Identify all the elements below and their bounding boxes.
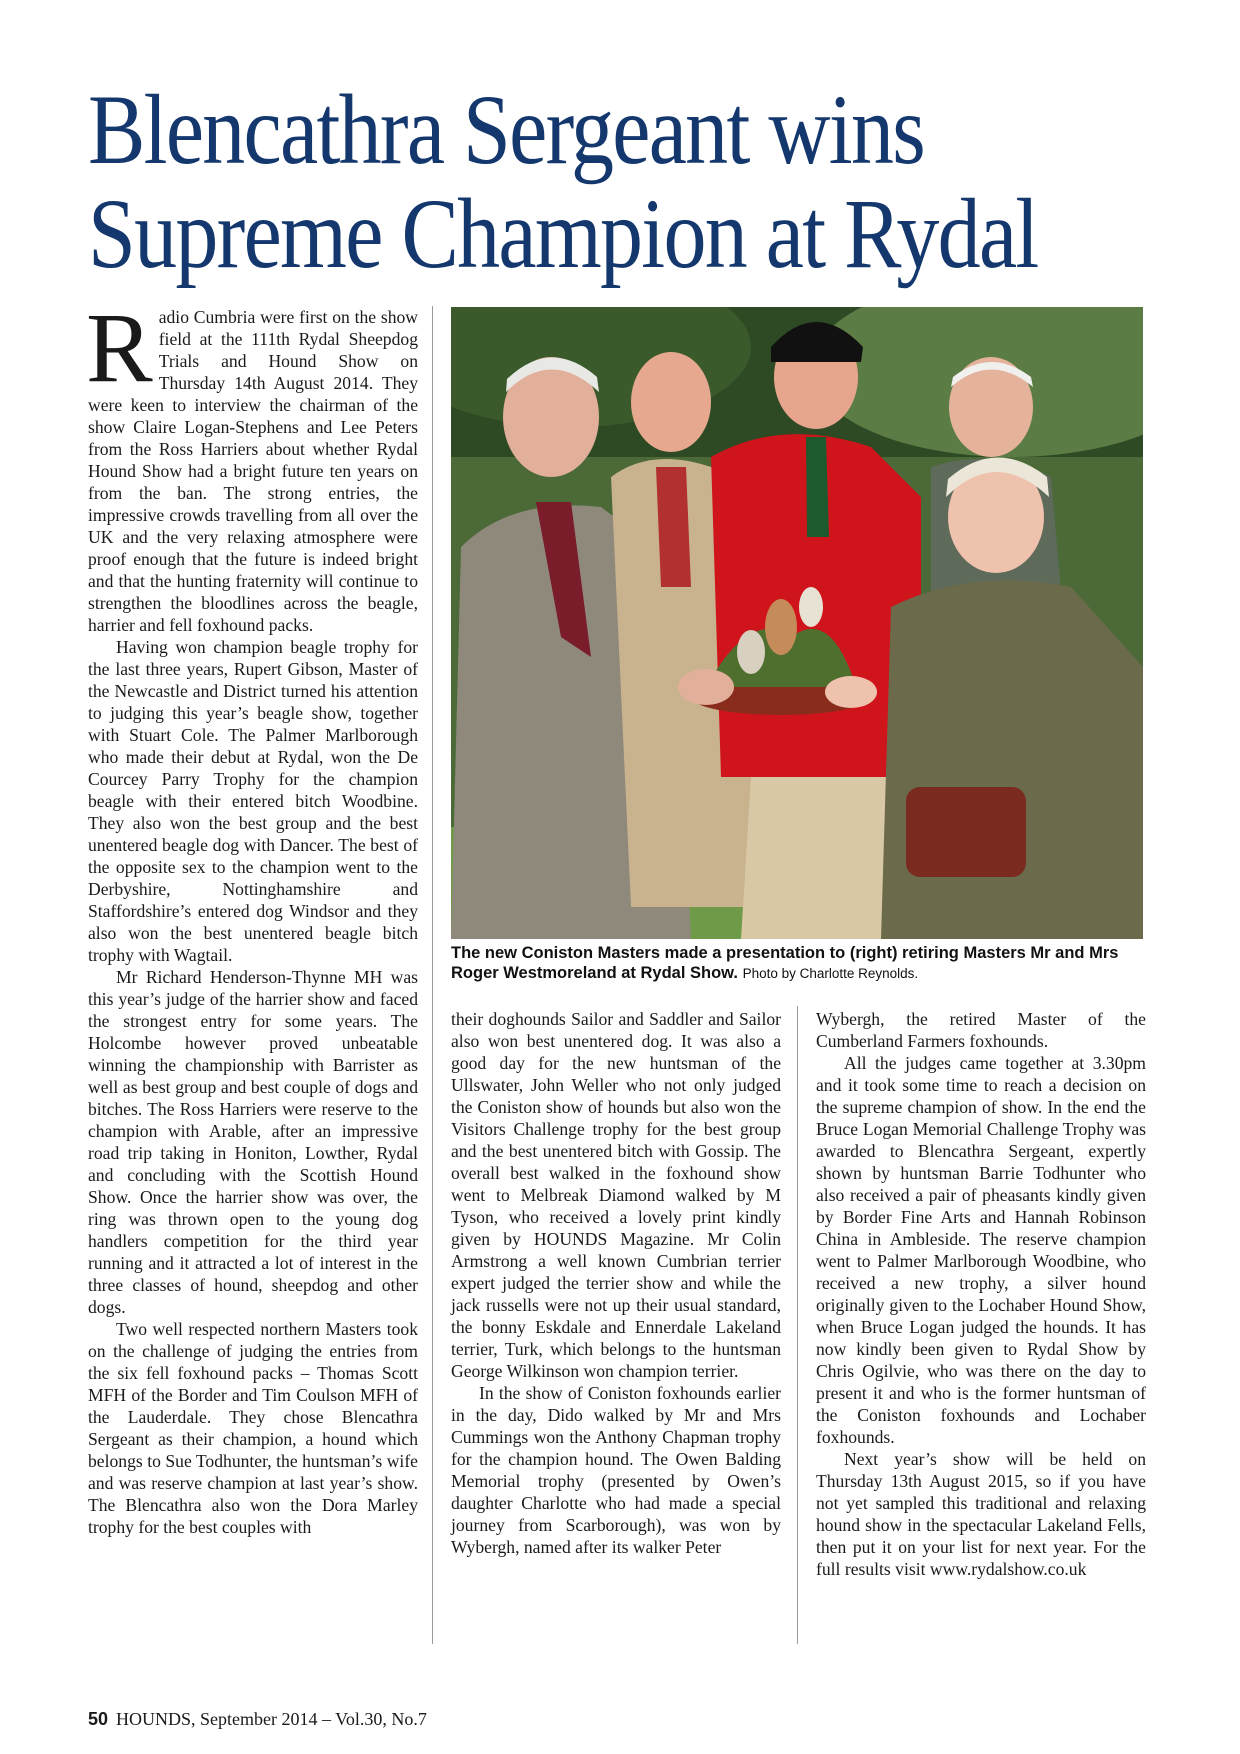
publication-info: HOUNDS, September 2014 – Vol.30, No.7 <box>116 1709 427 1729</box>
paragraph: Radio Cumbria were first on the show field at the 111th Rydal Sheepdog Trials and Hound Show on Thursday 14th August 2014. They were keen to interview the chairman of the show Claire Logan-Stephens and Lee Peters from the Ross Harriers about whether Rydal Hound Show had a bright future ten years on from the ban. The strong entries, the impressive crowds travelling from all over the UK and the very relaxing atmosphere were proof enough that the future is indeed bright and that the hunting fraternity will continue to strengthen the bloodlines across the beagle, harrier and fell foxhound packs. <box>86 292 418 635</box>
paragraph: Having won champion beagle trophy for the last three years, Rupert Gibson, Master of the Newcastle and District turned his attention to judging this year’s beagle show, together with Stuart Cole. The Palmer Marlborough who made their debut at Rydal, won the De Courcey Parry Trophy for the champion beagle with their entered bitch Woodbine. They also won the best group and the best unentered beagle dog with Dancer. The best of the opposite sex to the champion went to the Derbyshire, Nottinghamshire and Staffordshire’s entered dog Windsor and they also won the best unentered beagle bitch trophy with Wagtail. <box>88 637 418 965</box>
photo-credit: Photo by Charlotte Reynolds. <box>742 966 919 981</box>
article-photo <box>451 307 1143 939</box>
page-footer <box>88 1709 427 1730</box>
page-number: 50 <box>88 1709 109 1729</box>
paragraph: Wybergh, the retired Master of the Cumberland Farmers foxhounds. <box>816 1009 1146 1051</box>
article-column-2 <box>451 1008 781 1558</box>
paragraph: Next year’s show will be held on Thursday 13th August 2015, so if you have not yet sampled this traditional and relaxing hound show in the spectacular Lakeland Fells, then put it on your list for next year. For the full results visit www.rydalshow.co.uk <box>816 1449 1146 1579</box>
paragraph: Two well respected northern Masters took on the challenge of judging the entries from the six fell foxhound packs – Thomas Scott MFH of the Border and Tim Coulson MFH of the Lauderdale. They chose Blencathra Sergeant as their champion, a hound which belongs to Sue Todhunter, the huntsman’s wife and was reserve champion at last year’s show. The Blencathra also won the Dora Marley trophy for the best couples with <box>88 1319 418 1537</box>
drop-cap: R <box>86 292 153 403</box>
headline <box>88 74 1038 289</box>
caption-text: The new Coniston Masters made a presentation to (right) retiring Masters Mr and Mrs Roger Westmoreland at Rydal Show. <box>451 944 1119 982</box>
paragraph: All the judges came together at 3.30pm and it took some time to reach a decision on the supreme champion of show. In the end the Bruce Logan Memorial Challenge Trophy was awarded to Blencathra Sergeant, expertly shown by huntsman Barrie Todhunter who also received a pair of pheasants kindly given by Border Fine Arts and Hannah Robinson China in Ambleside. The reserve champion went to Palmer Marlborough Woodbine, who received a new trophy, a silver hound originally given to the Lochaber Hound Show, when Bruce Logan judged the hounds. It has now kindly been given to Rydal Show by Chris Ogilvie, who was there on the day to present it and who is the former huntsman of the Coniston foxhounds and Lochaber foxhounds. <box>816 1053 1146 1447</box>
article-column-1 <box>86 292 418 1538</box>
column-divider <box>797 1006 798 1644</box>
headline-line-1: Blencathra Sergeant wins <box>88 74 924 185</box>
headline-line-2: Supreme Champion at Rydal <box>88 178 1038 289</box>
paragraph: their doghounds Sailor and Saddler and Sailor also won best unentered dog. It was also a good day for the new huntsman of the Ullswater, John Weller who not only judged the Coniston show of hounds but also won the Visitors Challenge trophy for the best group and the best unentered bitch with Gossip. The overall best walked in the foxhound show went to Melbreak Diamond walked by M Tyson, who received a lovely print kindly given by HOUNDS Magazine. Mr Colin Armstrong a well known Cumbrian terrier expert judged the terrier show and while the jack russells were not up their usual standard, the bonny Eskdale and Ennerdale Lakeland terrier, Turk, which belongs to the huntsman George Wilkinson won champion terrier. <box>451 1009 781 1381</box>
article-column-3 <box>816 1008 1146 1580</box>
photo-caption <box>451 943 1151 984</box>
column-divider <box>432 306 433 1644</box>
paragraph: In the show of Coniston foxhounds earlier in the day, Dido walked by Mr and Mrs Cummings won the Anthony Chapman trophy for the champion hound. The Owen Balding Memorial trophy (presented by Owen’s daughter Charlotte who had made a special journey from Scarborough), was won by Wybergh, named after its walker Peter <box>451 1383 781 1557</box>
paragraph: Mr Richard Henderson-Thynne MH was this year’s judge of the harrier show and faced the strongest entry for some years. The Holcombe however proved unbeatable winning the championship with Barrister as well as best group and best couple of dogs and bitches. The Ross Harriers were reserve to the champion with Arable, after an impressive road trip taking in Honiton, Lowther, Rydal and concluding with the Scottish Hound Show. Once the harrier show was over, the ring was thrown open to the young dog handlers competition for the third year running and it attracted a lot of interest in the three classes of hound, sheepdog and other dogs. <box>88 967 418 1317</box>
